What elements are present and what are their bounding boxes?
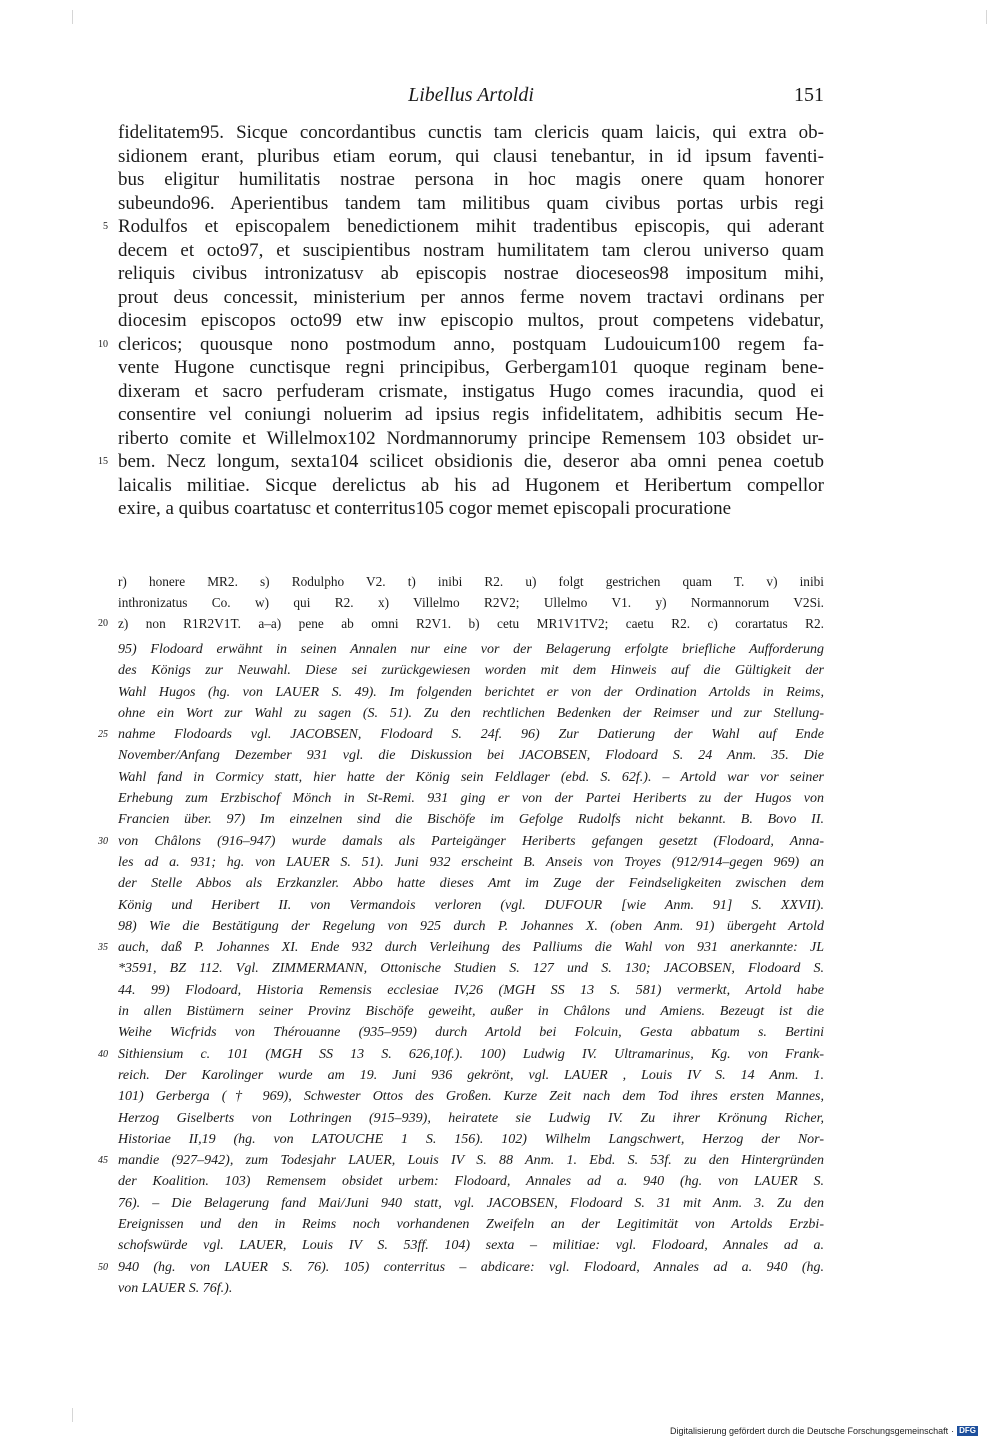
digitization-credit (670, 1426, 978, 1436)
line-text: Francien über. 97) Im einzelnen sind die Bischöfe im Gefolge Rudolfs nicht bekannt. B. Bovo II. (118, 812, 824, 828)
text-line (118, 427, 824, 451)
apparatus-line (98, 613, 824, 634)
line-text: laicalis militiae. Sicque derelictus ab his ad Hugonem et Heribertum compellor (118, 474, 824, 496)
note-line (118, 1086, 824, 1107)
line-text: Weihe Wicfrids von Thérouanne (935–959) durch Artold bei Folcuin, Gesta abbatum s. Bertini (118, 1025, 824, 1041)
line-number: 50 (98, 1261, 108, 1273)
line-text: z) non R1R2V1T. a–a) pene ab omni R2V1. b) cetu MR1V1TV2; caetu R2. c) corartatus R2. (118, 616, 824, 631)
note-line (98, 1044, 824, 1065)
note-line (98, 1257, 824, 1278)
line-text: Erhebung zum Erzbischof Mönch in St-Remi. 931 ging er von der Partei Heriberts zu der Hugos von (118, 791, 824, 807)
line-text: 44. 99) Flodoard, Historia Remensis ecclesiae IV,26 (MGH SS 13 S. 581) vermerkt, Artold habe (118, 982, 824, 998)
line-text: exire, a quibus coartatusc et conterritus105 cogor memet episcopali procuratione (118, 498, 732, 519)
note-line (118, 1235, 824, 1256)
line-text: 98) Wie die Bestätigung der Regelung von 925 durch P. Johannes X. (oben Anm. 91) übergeht Artold (118, 918, 824, 934)
note-line (118, 809, 824, 830)
line-number: 20 (98, 618, 108, 629)
line-text: bem. Necz longum, sexta104 scilicet obsidionis die, deseror aba omni penea coetub (118, 451, 824, 472)
line-text: Ereignissen und den in Reims noch vorhandenen Zweifeln an der Legitimität von Artolds Erzbi- (118, 1217, 824, 1233)
line-text: schofswürde vgl. LAUER, Louis IV S. 53ff. 104) sexta – militiae: vgl. Flodoard, Annales ad a. (118, 1238, 824, 1254)
line-text: Historiae II,19 (hg. von LATOUCHE 1 S. 156). 102) Wilhelm Langschwert, Herzog der Nor- (118, 1131, 824, 1147)
line-text: inthronizatus Co. w) qui R2. x) Villelmo R2V2; Ullelmo V1. y) Normannorum V2Si. (118, 595, 824, 610)
line-text: der Koalition. 103) Remensem obsidet urbem: Flodoard, Annales ad a. 940 (hg. von LAUER S. (118, 1174, 824, 1190)
note-line (118, 1001, 824, 1022)
line-text: in allen Bistümern seiner Provinz Bischöfe geweiht, außer in Châlons und Amiens. Bezeugt ist die (118, 1004, 824, 1020)
note-line (118, 1065, 824, 1086)
text-line (118, 168, 824, 192)
line-text: consentire vel coniungi noluerim ad ipsius regis infidelitatem, adhibitis secum He- (118, 404, 824, 425)
line-text: von LAUER S. 76f.). (118, 1280, 233, 1296)
line-text: Herzog Giselberts von Lothringen (915–939), heiratete sie Ludwig IV. Zu ihrer Krönung Richer, (118, 1110, 824, 1126)
line-text: mandie (927–942), zum Todesjahr LAUER, Louis IV S. 88 Anm. 1. Ebd. S. 53f. zu den Hintergründen (118, 1153, 824, 1169)
line-text: diocesim episcopos octo99 etw inw episcopio multos, prout competens videbatur, (118, 310, 824, 331)
line-number: 10 (98, 338, 108, 350)
text-line (118, 380, 824, 404)
note-line (118, 895, 824, 916)
text-line (118, 262, 824, 286)
note-line (118, 1193, 824, 1214)
note-line (118, 980, 824, 1001)
running-head (118, 84, 824, 112)
line-text: Sithiensium c. 101 (MGH SS 13 S. 626,10f.). 100) Ludwig IV. Ultramarinus, Kg. von Frank- (118, 1046, 824, 1062)
text-line (103, 215, 824, 239)
line-text: riberto comite et Willelmox102 Nordmannorumy principe Remensem 103 obsidet ur- (118, 427, 824, 449)
note-line (118, 958, 824, 979)
line-text: König und Heribert II. von Vermandois verloren (vgl. DUFOUR [wie Anm. 91] S. XXVII). (118, 897, 824, 913)
note-line (98, 831, 824, 852)
note-line (118, 703, 824, 724)
critical-apparatus (98, 571, 824, 634)
scan-edge-mark (72, 10, 73, 24)
text-line (98, 333, 824, 357)
line-text: r) honere MR2. s) Rodulpho V2. t) inibi R2. u) folgt gestrichen quam T. v) inibi (118, 574, 824, 589)
text-line (118, 356, 824, 380)
text-line (118, 145, 824, 169)
note-line (118, 1129, 824, 1150)
page-number: 151 (794, 84, 824, 106)
running-title: Libellus Artoldi (408, 84, 534, 106)
line-text: bus eligitur humilitatis nostrae persona in hoc magis onere quam honorer (118, 169, 824, 190)
line-text: Rodulfos et episcopalem benedictionem mihit tradentibus episcopis, qui aderant (118, 216, 824, 237)
line-text: sidionem erant, pluribus etiam eorum, qui clausi tenebantur, in id ipsum faventi- (118, 145, 824, 167)
text-line (118, 309, 824, 333)
line-text: prout deus concessit, ministerium per annos ferme novem tractavi ordinans per (118, 286, 824, 308)
line-number: 15 (98, 456, 108, 467)
note-line (98, 937, 824, 958)
note-line (118, 1171, 824, 1192)
text-line (118, 497, 824, 521)
line-text: 940 (hg. von LAUER S. 76). 105) conterritus – abdicare: vgl. Flodoard, Annales ad a. 940 (hg. (118, 1259, 824, 1275)
main-text (98, 121, 824, 521)
scan-edge-mark (986, 10, 987, 24)
text-line (118, 121, 824, 145)
text-line (118, 239, 824, 263)
text-line (118, 474, 824, 498)
line-text: dixeram et sacro perfuderam crismate, instigatus Hugo comes iracundia, quod ei (118, 380, 824, 402)
line-number: 5 (103, 221, 108, 232)
note-line (118, 1108, 824, 1129)
note-line (118, 873, 824, 894)
note-line (118, 1214, 824, 1235)
line-number: 45 (98, 1155, 108, 1167)
text-line (118, 192, 824, 216)
line-text: reich. Der Karolinger wurde am 19. Juni 936 gekrönt, vgl. LAUER , Louis IV S. 14 Anm. 1. (118, 1067, 824, 1083)
line-text: des Königs zur Neuwahl. Diese sei zurückgewiesen worden mit dem Hinweis auf die Gültigkeit der (118, 663, 824, 679)
note-line (118, 682, 824, 703)
note-line (118, 788, 824, 809)
scan-edge-mark (72, 1408, 73, 1422)
apparatus-line (118, 571, 824, 592)
line-text: fidelitatem95. Sicque concordantibus cunctis tam clericis quam laicis, qui extra ob- (118, 122, 824, 143)
line-text: 101) Gerberga († 969), Schwester Ottos des Großen. Kurze Zeit nach dem Tod ihres ersten Mannes, (118, 1089, 824, 1105)
line-text: der Stelle Abbos als Erzkanzler. Abbo hatte dieses Amt im Zuge der Feindseligkeiten zwischen dem (118, 876, 824, 892)
line-text: 95) Flodoard erwähnt in seinen Annalen nur eine vor der Belagerung erfolgte briefliche Aufforderung (118, 642, 824, 657)
text-line (98, 450, 824, 474)
line-text: decem et octo97, et suscipientibus nostram humilitatem tam clerou universo quam (118, 239, 824, 261)
text-line (118, 403, 824, 427)
line-text: clericos; quousque nono postmodum anno, postquam Ludouicum100 regem fa- (118, 333, 824, 355)
line-text: nahme Flodoards vgl. JACOBSEN, Flodoard S. 24f. 96) Zur Datierung der Wahl auf Ende (118, 727, 824, 743)
separator-dot: · (951, 1426, 955, 1436)
line-text: November/Anfang Dezember 931 vgl. die Diskussion bei JACOBSEN, Flodoard S. 24 Anm. 35. Die (118, 748, 824, 764)
line-text: les ad a. 931; hg. von LAUER S. 51). Juni 932 erscheint B. Anseis von Troyes (912/914–gegen 969) an (118, 854, 824, 870)
line-number: 25 (98, 729, 108, 741)
line-number: 35 (98, 942, 108, 954)
line-text: *3591, BZ 112. Vgl. ZIMMERMANN, Ottonische Studien S. 127 und S. 130; JACOBSEN, Flodoard S. (118, 961, 824, 977)
line-text: von Châlons (916–947) wurde damals als Parteigänger Heriberts gefangen gesetzt (Flodoard, Anna- (118, 833, 824, 849)
note-line (118, 916, 824, 937)
line-text: subeundo96. Aperientibus tandem tam militibus quam civibus portas urbis regi (118, 192, 824, 214)
line-text: Wahl fand in Cormicy statt, hier hatte der König sein Feldlager (ebd. S. 62f.). – Artold war vor seiner (118, 769, 824, 785)
note-line (118, 639, 824, 660)
text-line (118, 286, 824, 310)
note-line (98, 1150, 824, 1171)
note-line (118, 767, 824, 788)
note-line (118, 660, 824, 681)
note-line (118, 1278, 824, 1299)
credit-text: Digitalisierung gefördert durch die Deutsche Forschungsgemeinschaft (669, 1426, 949, 1436)
line-text: vente Hugone cunctisque regni principibus, Gerbergam101 quoque reginam bene- (118, 357, 824, 378)
dfg-logo: DFG (959, 1426, 976, 1435)
line-text: Wahl Hugos (hg. von LAUER S. 49). Im folgenden berichtet er von der Ordination Artolds in Reims, (118, 684, 824, 700)
line-text: 76). – Die Belagerung fand Mai/Juni 940 statt, vgl. JACOBSEN, Flodoard S. 31 mit Anm. 3. Zu den (118, 1195, 824, 1211)
line-text: ohne ein Wort zur Wahl zu sagen (S. 51). Zu den rechtlichen Bedenken der Reimser und zur Stellung- (118, 705, 824, 721)
line-number: 40 (98, 1048, 108, 1060)
footnotes (98, 639, 824, 1299)
line-text: reliquis civibus intronizatusv ab episcopis nostrae dioceseos98 impositum mihi, (118, 263, 824, 284)
line-text: auch, daß P. Johannes XI. Ende 932 durch Verleihung des Palliums die Wahl von 931 anerkannte: JL (118, 940, 824, 956)
note-line (118, 745, 824, 766)
note-line (118, 1022, 824, 1043)
apparatus-line (118, 592, 824, 613)
note-line (118, 852, 824, 873)
note-line (98, 724, 824, 745)
line-number: 30 (98, 835, 108, 847)
